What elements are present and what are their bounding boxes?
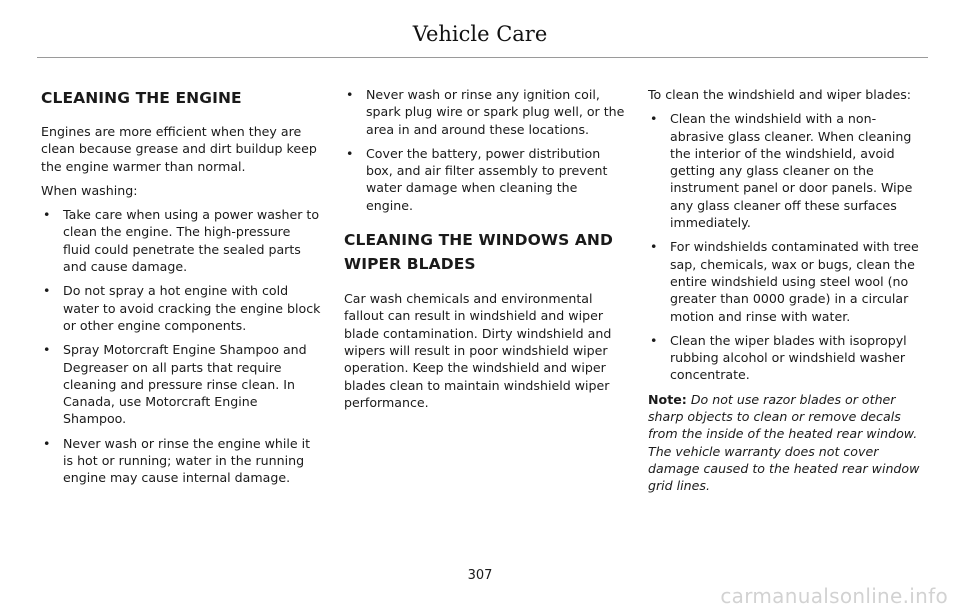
page-header-title: Vehicle Care xyxy=(412,22,548,46)
engine-washing-list-continued xyxy=(344,86,628,214)
list-item-text: Never wash or rinse the engine while it is hot or running; water in the running engine may cause internal damage. xyxy=(63,435,311,486)
watermark: carmanualsonline.info xyxy=(720,584,948,608)
list-item-text: Take care when using a power washer to clean the engine. The high-pressure fluid could penetrate the sealed parts and cause damage. xyxy=(63,207,320,275)
bullet-icon: • xyxy=(650,332,658,348)
list-item xyxy=(41,206,321,275)
page-number: 307 xyxy=(467,568,493,583)
list-item xyxy=(344,145,628,214)
list-item-text: Do not spray a hot engine with cold water to avoid cracking the engine block or other engine components. xyxy=(63,283,321,333)
column-2 xyxy=(344,86,628,418)
bullet-icon: • xyxy=(43,283,51,299)
list-item xyxy=(41,435,321,487)
list-item-text: Clean the wiper blades with isopropyl rubbing alcohol or windshield washer concentrate. xyxy=(670,332,907,383)
engine-intro-paragraph: Engines are more efficient when they are clean because grease and dirt buildup keep the engine warmer than normal. xyxy=(41,124,317,174)
column-3 xyxy=(648,86,928,502)
list-item xyxy=(648,332,928,384)
list-item xyxy=(648,238,928,324)
when-washing-label: When washing: xyxy=(41,182,138,198)
list-item-text: Cover the battery, power distribution box, and air filter assembly to prevent water damage when cleaning the engine. xyxy=(366,145,608,213)
list-item-text: Clean the windshield with a non-abrasive glass cleaner. When cleaning the interior of the windshield, avoid getting any glass cleaner on the instrument panel or door panels. Wipe any glass cleaner off these surfaces immediately. xyxy=(670,111,913,231)
list-item xyxy=(41,282,321,334)
section-heading-cleaning-windows xyxy=(344,228,628,276)
bullet-icon: • xyxy=(346,87,354,102)
bullet-icon: • xyxy=(650,111,658,127)
heading-line-2: WIPER BLADES xyxy=(344,255,476,274)
list-item xyxy=(648,110,928,231)
bullet-icon: • xyxy=(43,207,51,223)
heading-line-1: CLEANING THE WINDOWS AND xyxy=(344,231,613,250)
note-label: Note: xyxy=(648,391,687,407)
list-item xyxy=(344,86,628,138)
list-item xyxy=(41,341,321,427)
list-item-text: For windshields contaminated with tree sap, chemicals, wax or bugs, clean the entire windshield using steel wool (no greater than 0000 grade) in a circular motion and rinse with water. xyxy=(670,239,919,324)
list-item-text: Spray Motorcraft Engine Shampoo and Degreaser on all parts that require cleaning and pressure rinse clean. In Canada, use Motorcraft Engine Shampoo. xyxy=(63,342,307,427)
list-item-text: Never wash or rinse any ignition coil, spark plug wire or spark plug well, or the area in and around these locations. xyxy=(366,87,625,137)
header-divider xyxy=(37,57,928,58)
engine-washing-list xyxy=(41,206,321,486)
bullet-icon: • xyxy=(43,342,51,358)
windshield-cleaning-list xyxy=(648,110,928,383)
windows-paragraph: Car wash chemicals and environmental fallout can result in windshield and wiper blade contamination. Dirty windshield and wipers will result in poor windshield wiper operation. Keep the windshield and wiper blades clean to maintain windshield wiper performance. xyxy=(344,291,612,410)
bullet-icon: • xyxy=(346,145,354,161)
column-1 xyxy=(41,86,321,494)
bullet-icon: • xyxy=(650,239,658,255)
section-heading-cleaning-engine: CLEANING THE ENGINE xyxy=(41,89,242,107)
windshield-intro: To clean the windshield and wiper blades: xyxy=(648,87,912,102)
bullet-icon: • xyxy=(43,435,51,451)
note-text: Do not use razor blades or other sharp objects to clean or remove decals from the inside of the heated rear window. The vehicle warranty does not cover damage caused to the heated rear window grid lines. xyxy=(648,391,920,494)
note-paragraph xyxy=(648,391,928,495)
